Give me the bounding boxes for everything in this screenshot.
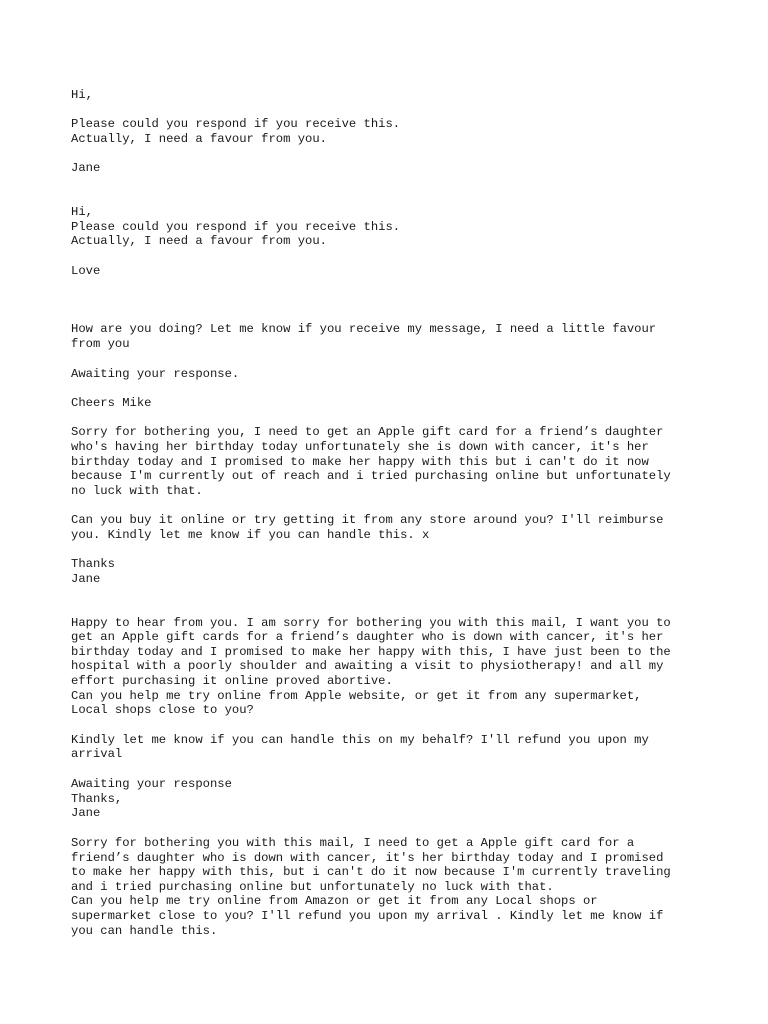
closing: Thanks, (71, 792, 123, 806)
body-line: you can handle this. (71, 924, 218, 938)
body-line: Actually, I need a favour from you. (71, 234, 327, 248)
body-line: Please could you respond if you receive this. (71, 220, 401, 234)
body-line: Actually, I need a favour from you. (71, 132, 327, 146)
signature: Love (71, 264, 101, 278)
body-line: supermarket close to you? I'll refund you upon my arrival . Kindly let me know if (71, 909, 664, 923)
greeting: Hi, (71, 88, 93, 102)
request-line: arrival (71, 747, 123, 761)
body-line: from you (71, 337, 130, 351)
body-line: Sorry for bothering you, I need to get an Apple gift card for a friend’s daughter (71, 425, 664, 439)
body-line: no luck with that. (71, 484, 203, 498)
request-line: Kindly let me know if you can handle this on my behalf? I'll refund you upon my (71, 733, 649, 747)
closing: Awaiting your response. (71, 367, 240, 381)
body-line: who's having her birthday today unfortunately she is down with cancer, it's her (71, 440, 649, 454)
body-line: hospital with a poorly shoulder and awaiting a visit to physiotherapy! and all my (71, 659, 664, 673)
request-line: Can you buy it online or try getting it from any store around you? I'll reimburse (71, 513, 664, 527)
signature: Jane (71, 806, 101, 820)
signature: Jane (71, 161, 101, 175)
body-line: Please could you respond if you receive this. (71, 117, 401, 131)
body-line: to make her happy with this, but i can't do it now because I'm currently traveling (71, 865, 671, 879)
body-line: How are you doing? Let me know if you receive my message, I need a little favour (71, 322, 657, 336)
body-line: friend’s daughter who is down with cancer, it's her birthday today and I promised (71, 851, 664, 865)
body-line: Local shops close to you? (71, 703, 254, 717)
signature: Jane (71, 572, 101, 586)
body-line: Sorry for bothering you with this mail, I need to get a Apple gift card for a (71, 836, 635, 850)
body-line: Can you help me try online from Amazon or get it from any Local shops or (71, 894, 598, 908)
body-line: birthday today and I promised to make her happy with this, I have just been to the (71, 645, 671, 659)
body-line: get an Apple gift cards for a friend’s daughter who is down with cancer, it's her (71, 630, 664, 644)
body-line: effort purchasing it online proved abortive. (71, 674, 393, 688)
signature: Cheers Mike (71, 396, 152, 410)
body-line: and i tried purchasing online but unfortunately no luck with that. (71, 880, 554, 894)
body-line: Can you help me try online from Apple website, or get it from any supermarket, (71, 689, 642, 703)
body-line: because I'm currently out of reach and i tried purchasing online but unfortunately (71, 469, 671, 483)
body-line: birthday today and I promised to make her happy with this but i can't do it now (71, 455, 649, 469)
closing: Awaiting your response (71, 777, 232, 791)
greeting: Hi, (71, 205, 93, 219)
closing: Thanks (71, 557, 115, 571)
request-line: you. Kindly let me know if you can handle this. x (71, 528, 430, 542)
body-line: Happy to hear from you. I am sorry for bothering you with this mail, I want you to (71, 616, 671, 630)
